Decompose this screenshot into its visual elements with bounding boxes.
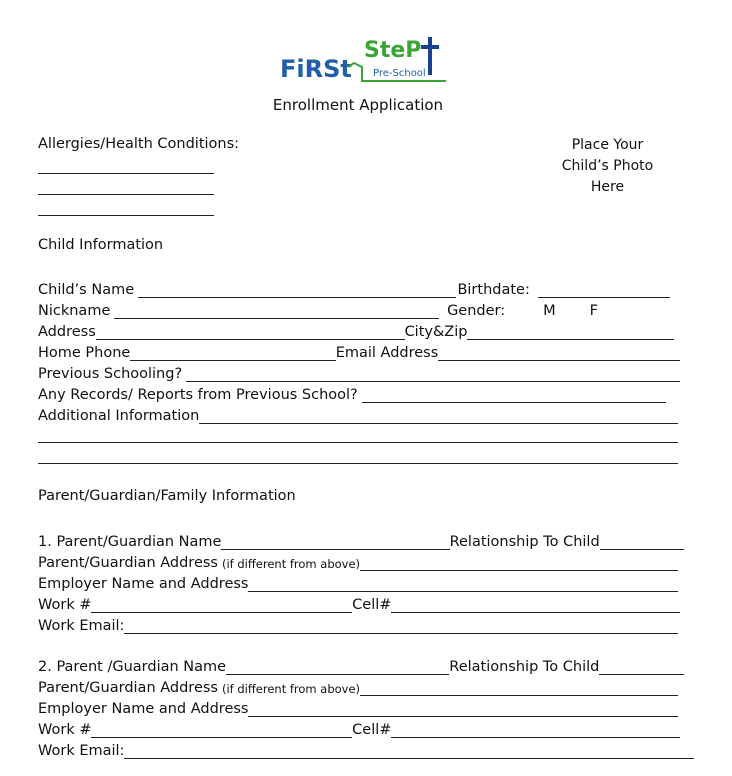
email-label: Email Address xyxy=(335,345,439,361)
child-name-row xyxy=(38,278,670,298)
birthdate-field[interactable] xyxy=(538,283,670,298)
page-title: Enrollment Application xyxy=(272,96,444,114)
p1-relationship-label: Relationship To Child xyxy=(449,534,600,550)
p2-cell-label: Cell# xyxy=(352,722,392,738)
nickname-row xyxy=(38,299,598,319)
p2-name-row xyxy=(38,655,684,675)
gender-label: Gender: xyxy=(447,303,506,319)
p1-address-note: (if different from above) xyxy=(221,557,361,571)
prev-schooling-row xyxy=(38,362,680,382)
p2-relationship-field[interactable] xyxy=(599,660,684,675)
gender-f-option[interactable]: F xyxy=(589,303,598,319)
additional-row xyxy=(38,404,678,424)
p1-name-row xyxy=(38,530,684,550)
address-label: Address xyxy=(38,324,96,340)
p2-address-label: Parent/Guardian Address xyxy=(38,680,218,696)
records-row xyxy=(38,383,666,403)
photo-placeholder[interactable] xyxy=(540,135,675,198)
logo-first-text: FiRSt xyxy=(280,55,352,83)
p2-work-label: Work # xyxy=(38,722,92,738)
records-label: Any Records/ Reports from Previous School? xyxy=(38,387,358,403)
photo-text-2: Child’s Photo xyxy=(561,158,654,174)
child-info-heading: Child Information xyxy=(38,237,164,253)
p2-employer-label: Employer Name and Address xyxy=(38,701,249,717)
nickname-label: Nickname xyxy=(38,303,111,319)
address-row xyxy=(38,320,674,340)
additional-label: Additional Information xyxy=(38,408,200,424)
home-phone-label: Home Phone xyxy=(38,345,131,361)
allergies-line-1[interactable] xyxy=(38,172,214,174)
prev-schooling-label: Previous Schooling? xyxy=(38,366,183,382)
prev-schooling-field[interactable] xyxy=(186,367,680,382)
p1-work-email-field[interactable] xyxy=(124,619,678,634)
parent-info-heading: Parent/Guardian/Family Information xyxy=(38,488,296,504)
p1-work-field[interactable] xyxy=(91,598,352,613)
logo-tagline: Pre-School xyxy=(373,68,426,79)
p2-relationship-label: Relationship To Child xyxy=(449,659,600,675)
p1-work-email-label: Work Email: xyxy=(38,618,125,634)
p1-employer-label: Employer Name and Address xyxy=(38,576,249,592)
p1-cell-field[interactable] xyxy=(391,598,680,613)
allergies-line-3[interactable] xyxy=(38,214,214,216)
records-field[interactable] xyxy=(362,388,666,403)
p2-employer-row xyxy=(38,697,678,717)
address-field[interactable] xyxy=(96,325,405,340)
gender-m-option[interactable]: M xyxy=(543,303,556,319)
p1-name-field[interactable] xyxy=(221,535,449,550)
p1-cell-label: Cell# xyxy=(352,597,392,613)
child-name-field[interactable] xyxy=(138,283,456,298)
child-name-label: Child’s Name xyxy=(38,282,135,298)
p2-email-row xyxy=(38,739,694,759)
p1-address-row xyxy=(38,551,678,571)
p1-address-field[interactable] xyxy=(360,556,678,571)
allergies-heading: Allergies/Health Conditions: xyxy=(38,136,240,152)
p1-employer-field[interactable] xyxy=(248,577,678,592)
p2-name-label: 2. Parent /Guardian Name xyxy=(38,659,227,675)
email-field[interactable] xyxy=(438,346,680,361)
p2-address-row xyxy=(38,676,678,696)
allergies-line-2[interactable] xyxy=(38,193,214,195)
phone-row xyxy=(38,341,680,361)
cityzip-field[interactable] xyxy=(467,325,674,340)
home-phone-field[interactable] xyxy=(130,346,335,361)
p2-employer-field[interactable] xyxy=(248,702,678,717)
photo-text-1: Place Your xyxy=(571,137,644,153)
school-logo xyxy=(278,33,458,95)
p1-relationship-field[interactable] xyxy=(600,535,684,550)
p1-name-label: 1. Parent/Guardian Name xyxy=(38,534,222,550)
birthdate-label: Birthdate: xyxy=(457,282,530,298)
additional-line-2[interactable] xyxy=(38,441,678,443)
nickname-field[interactable] xyxy=(114,304,439,319)
cross-icon-bar xyxy=(421,45,439,49)
p1-work-label: Work # xyxy=(38,597,92,613)
p1-address-label: Parent/Guardian Address xyxy=(38,555,218,571)
p2-cell-field[interactable] xyxy=(391,723,680,738)
p1-employer-row xyxy=(38,572,678,592)
p2-work-email-label: Work Email: xyxy=(38,743,125,759)
photo-text-3: Here xyxy=(590,179,625,195)
cityzip-label: City&Zip xyxy=(404,324,468,340)
p1-phone-row xyxy=(38,593,680,613)
additional-field[interactable] xyxy=(199,409,678,424)
logo-step-text: SteP xyxy=(364,38,422,63)
additional-line-3[interactable] xyxy=(38,462,678,464)
p2-address-note: (if different from above) xyxy=(221,682,361,696)
p2-work-email-field[interactable] xyxy=(124,744,694,759)
logo-graphic xyxy=(278,33,458,95)
cross-icon xyxy=(428,37,432,75)
p2-work-field[interactable] xyxy=(91,723,352,738)
p2-name-field[interactable] xyxy=(226,660,449,675)
p2-address-field[interactable] xyxy=(360,681,678,696)
p2-phone-row xyxy=(38,718,680,738)
p1-email-row xyxy=(38,614,678,634)
